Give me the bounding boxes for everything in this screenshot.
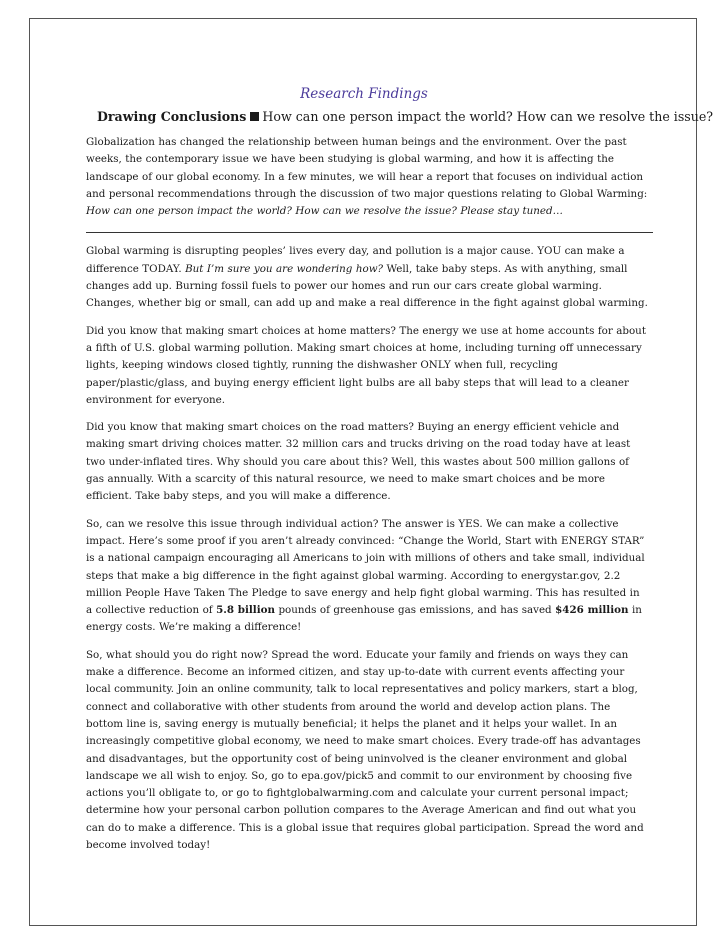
subtitle-label: Drawing Conclusions <box>97 109 247 124</box>
p1-text-a: Global warming is disrupting peoples’ lives every day, and pollution is a major cause. YOU can make a difference TODAY. <box>86 245 625 275</box>
p4-text-a: So, can we resolve this issue through individual action? The answer is YES. We can make a collective impact. Here’s some proof if you aren’t already convinced: “Change the World, Start with ENERGY STAR” is a national campaign encouraging all Americans to join with millions of others and take small, individual steps that make a big difference in the fight against global warming. According to energystar.gov, 2.2 million People Have Taken The Pledge to save energy and help fight global warming. This has resulted in a collective reduction of <box>86 517 645 617</box>
intro-paragraph <box>86 134 648 220</box>
subtitle-question: How can one person impact the world? How can we resolve the issue? <box>262 109 714 124</box>
paragraph-home-choices: Did you know that making smart choices at home matters? The energy we use at home accounts for about a fifth of U.S. global warming pollution. Making smart choices at home, including turning off unnecessary lights, keeping windows closed tightly, running the dishwasher ONLY when full, recycling paper/plastic/glass, and buying energy efficient light bulbs are all baby steps that will lead to a cleaner environment for everyone. <box>86 324 646 406</box>
intro-text: Globalization has changed the relationship between human beings and the environment. Over the past weeks, the contemporary issue we have been studying is global warming, and how it is affecting the landscape of our global economy. In a few minutes, we will hear a report that focuses on individual action and personal recommendations through the discussion of two major questions relating to Global Warming: <box>86 136 648 200</box>
document-title: Research Findings <box>300 86 428 102</box>
section-divider <box>86 232 653 233</box>
p4-savings-figure: $426 million <box>555 604 629 617</box>
paragraph-road-choices: Did you know that making smart choices on the road matters? Buying an energy efficient vehicle and making smart driving choices matter. 32 million cars and trucks driving on the road today have at least two under-inflated tires. Why should you care about this? Well, this wastes about 500 million gallons of gas annually. With a scarcity of this natural resource, we need to make smart choices and be more efficient. Take baby steps, and you will make a difference. <box>86 421 631 503</box>
paragraph-global-warming <box>86 243 648 312</box>
intro-questions: How can one person impact the world? How can we resolve the issue? Please stay tuned… <box>86 205 563 218</box>
paragraph-call-to-action: So, what should you do right now? Spread the word. Educate your family and friends on ways they can make a difference. Become an informed citizen, and stay up-to-date with current events affecting your local community. Join an online community, talk to local representatives and policy markers, start a blog, connect and collaborative with other students from around the world and develop action plans. The bottom line is, saving energy is mutually beneficial; it helps the planet and it helps your wallet. In an increasingly competitive global economy, we need to make smart choices. Every trade-off has advantages and disadvantages, but the opportunity cost of being uninvolved is the cleaner environment and global landscape we all wish to enjoy. So, go to epa.gov/pick5 and commit to our environment by choosing five actions you’ll obligate to, or go to fightglobalwarming.com and calculate your current personal impact; determine how your personal carbon pollution compares to the Average American and find out what you can do to make a difference. This is a global issue that requires global participation. Spread the word and become involved today! <box>86 648 644 851</box>
p4-text-c: in energy costs. We’re making a difference! <box>86 604 642 634</box>
p4-emissions-figure: 5.8 billion <box>216 604 275 617</box>
p1-text-b: Well, take baby steps. As with anything, small changes add up. Burning fossil fuels to power our homes and run our cars create global warming. Changes, whether big or small, can add up and make a real difference in the fight against global warming. <box>86 262 648 310</box>
subtitle-line <box>97 109 713 124</box>
document-body <box>86 134 648 864</box>
square-bullet-icon <box>250 112 259 121</box>
paragraph-collective-action <box>86 516 648 637</box>
p1-italic: But I’m sure you are wondering how? <box>185 262 384 275</box>
p4-text-b: pounds of greenhouse gas emissions, and has saved <box>278 604 552 617</box>
